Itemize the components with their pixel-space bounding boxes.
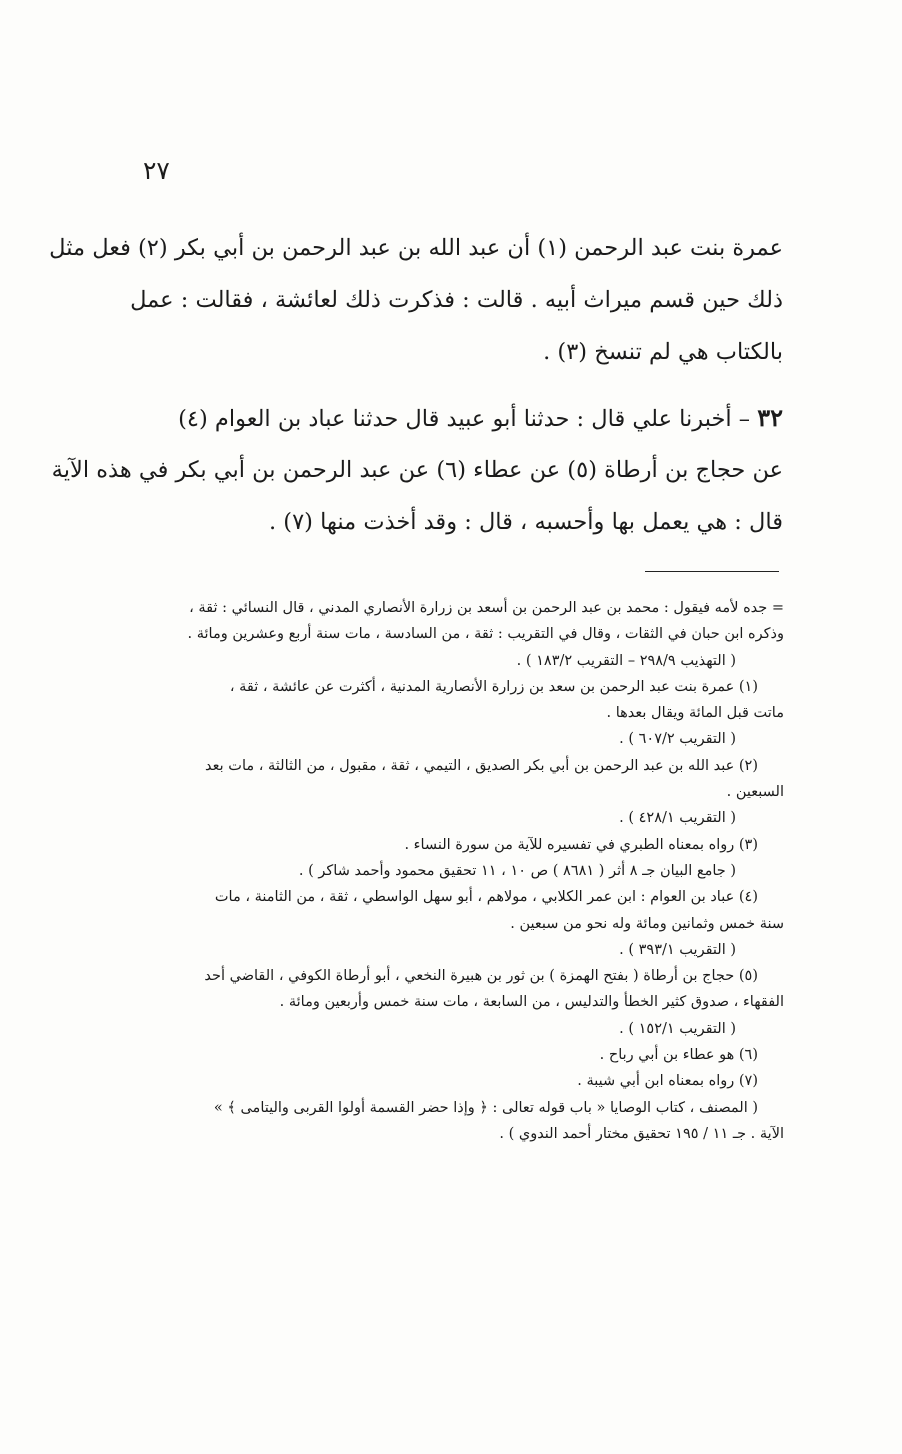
main-text-line: عمرة بنت عبد الرحمن (١) أن عبد الله بن عبد الرحمن بن أبي بكر (٢) فعل مثل	[49, 235, 783, 261]
main-text	[49, 222, 783, 548]
footnote-line: (٣) رواه بمعناه الطبري في تفسيره للآية من سورة النساء .	[404, 836, 758, 853]
page-number: ٢٧	[143, 156, 170, 185]
footnote-line: الفقهاء ، صدوق كثير الخطأ والتدليس ، من السابعة ، مات سنة خمس وأربعين ومائة .	[279, 994, 784, 1011]
footnote-line: (٦) هو عطاء بن أبي رباح .	[599, 1047, 758, 1064]
main-text-line: ذلك حين قسم ميراث أبيه . قالت : فذكرت ذلك لعائشة ، فقالت : عمل	[130, 287, 783, 313]
hadith-text: أخبرنا علي قال : حدثنا أبو عبيد قال حدثنا عباد بن العوام (٤)	[178, 406, 732, 432]
hadith-number: ٣٢	[757, 403, 783, 432]
footnote-line: (١) عمرة بنت عبد الرحمن بن سعد بن زرارة الأنصارية المدنية ، أكثرت عن عائشة ، ثقة ،	[229, 678, 758, 695]
footnotes	[112, 595, 784, 1147]
footnote-line: السبعين .	[726, 784, 784, 801]
footnote-line: (٧) رواه بمعناه ابن أبي شيبة .	[577, 1073, 758, 1090]
footnote-line: ماتت قبل المائة ويقال بعدها .	[606, 705, 784, 722]
footnote-reference: ( التقريب ٦٠٧/٢ ) .	[619, 731, 736, 748]
footnote-reference: ( التقريب ٤٢٨/١ ) .	[619, 810, 736, 827]
footnote-reference: ( التقريب ٣٩٣/١ ) .	[619, 941, 736, 958]
footnote-line: = جده لأمه فيقول : محمد بن عبد الرحمن بن أسعد بن زرارة الأنصاري المدني ، قال النسائي : ثقة ،	[189, 600, 784, 616]
footnote-line: الآية . جـ ١١ / ١٩٥ تحقيق مختار أحمد الندوي ) .	[499, 1125, 784, 1142]
footnote-line: (٥) حجاج بن أرطاة ( بفتح الهمزة ) بن ثور بن هبيرة النخعي ، أبو أرطاة الكوفي ، القاضي أحد	[204, 968, 758, 985]
footnote-line: (٤) عباد بن العوام : ابن عمر الكلابي ، مولاهم ، أبو سهل الواسطي ، ثقة ، من الثامنة ، مات	[214, 889, 758, 906]
main-text-line: بالكتاب هي لم تنسخ (٣) .	[543, 339, 783, 365]
footnote-reference: ( جامع البيان جـ ٨ أثر ( ٨٦٨١ ) ص ١٠ ، ١١ تحقيق محمود وأحمد شاكر ) .	[298, 862, 736, 879]
main-text-line: قال : هي يعمل بها وأحسبه ، قال : وقد أخذت منها (٧) .	[268, 509, 783, 535]
footnote-line: وذكره ابن حبان في الثقات ، وقال في التقريب : ثقة ، من السادسة ، مات سنة أربع وعشرين ومائة .	[187, 626, 784, 643]
main-text-line: عن حجاج بن أرطاة (٥) عن عطاء (٦) عن عبد الرحمن بن أبي بكر في هذه الآية	[51, 457, 783, 483]
footnote-line: سنة خمس وثمانين ومائة وله نحو من سبعين .	[510, 915, 784, 932]
footnote-reference: ( التقريب ١٥٢/١ ) .	[619, 1020, 736, 1037]
footnote-reference: ( التهذيب ٢٩٨/٩ – التقريب ١٨٣/٢ ) .	[516, 652, 736, 669]
footnote-reference: ( المصنف ، كتاب الوصايا « باب قوله تعالى : ﴿ وإذا حضر القسمة أولوا القربى واليتامى ﴾ »	[213, 1099, 758, 1116]
hadith-first-line	[108, 392, 783, 444]
hadith-dash: –	[731, 406, 758, 432]
footnote-line: (٢) عبد الله بن عبد الرحمن بن أبي بكر الصديق ، التيمي ، ثقة ، مقبول ، من الثالثة ، مات بعد	[205, 757, 758, 774]
footnote-separator	[645, 571, 779, 572]
